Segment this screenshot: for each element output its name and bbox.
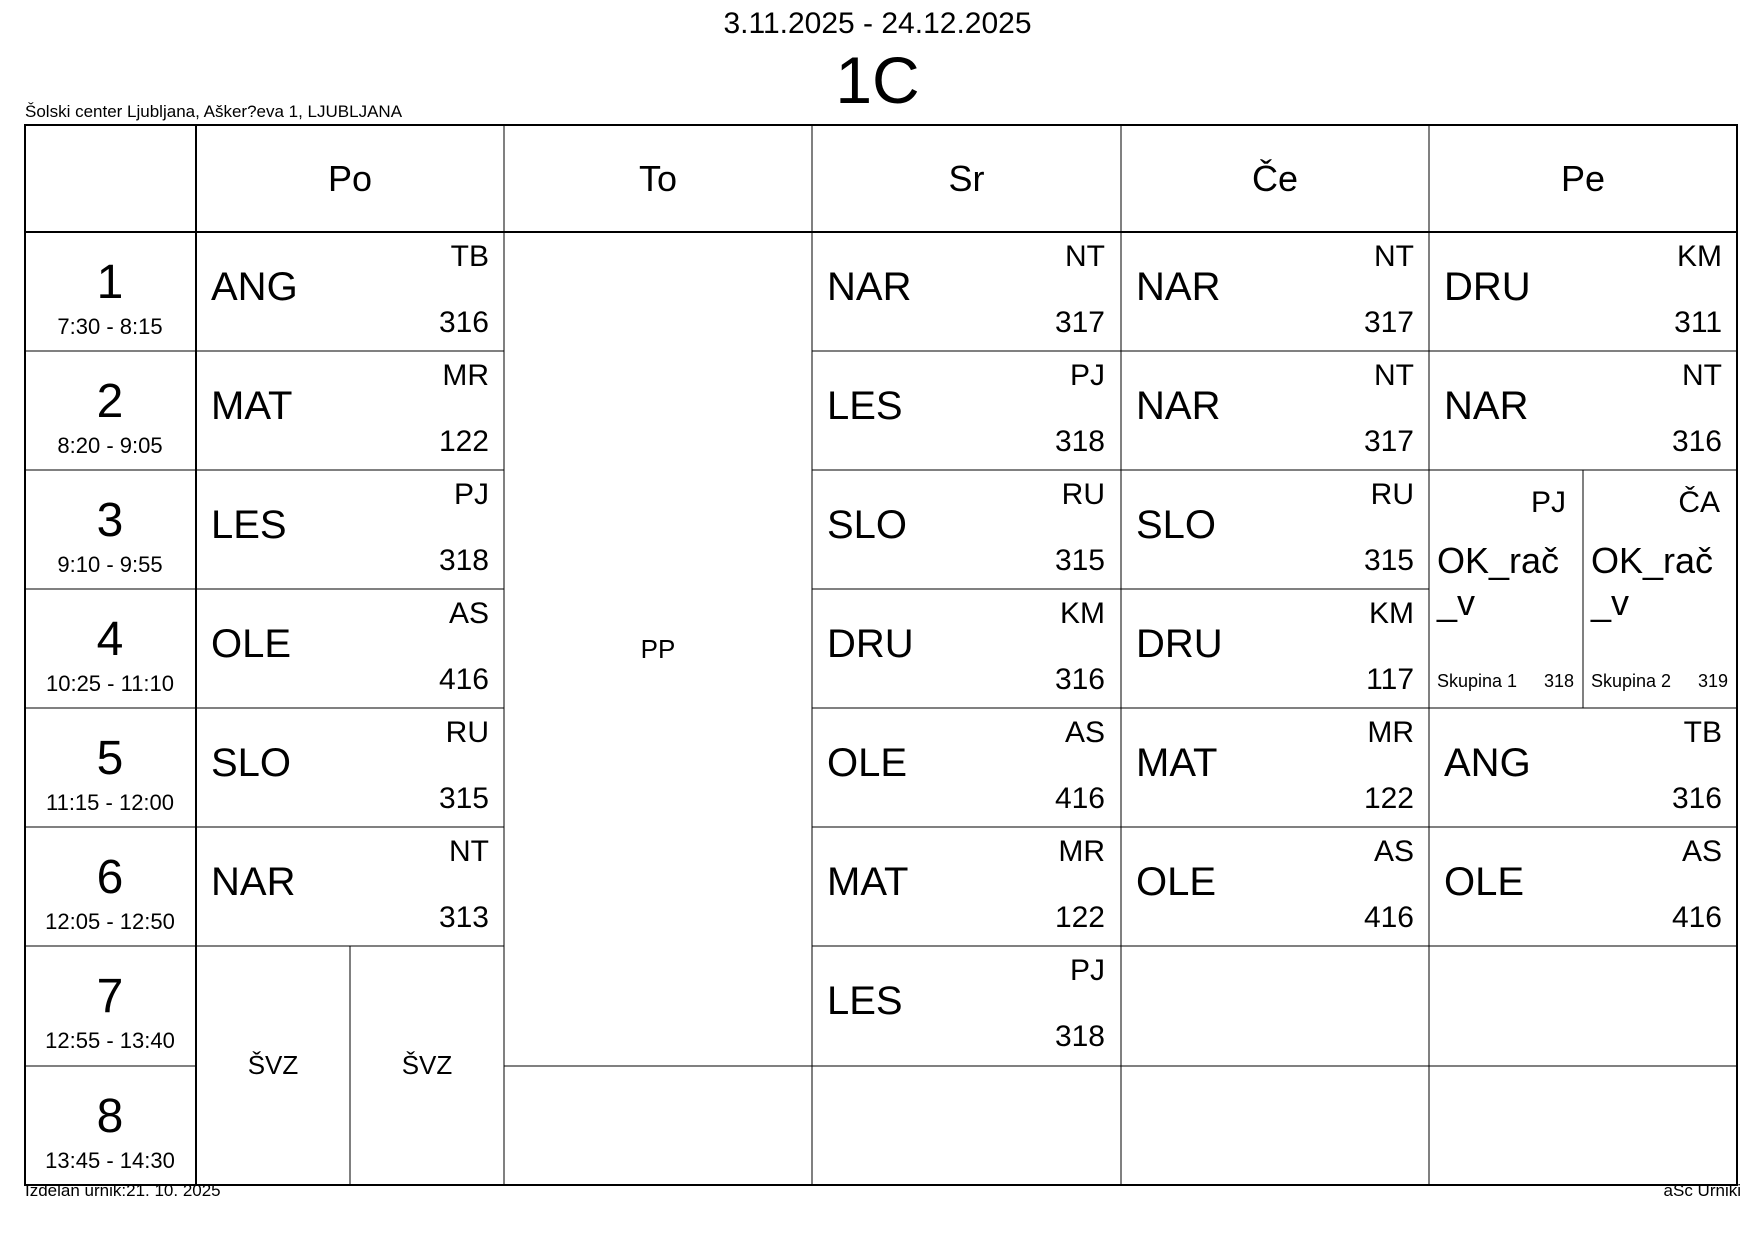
subject-code: SLO bbox=[1136, 503, 1217, 547]
subject-code: OK_rač_v bbox=[1437, 540, 1560, 623]
period-1 bbox=[25, 232, 195, 351]
day-header-ce: Če bbox=[1251, 158, 1299, 199]
group-label: Skupina 2 bbox=[1591, 671, 1672, 691]
lesson-pe-1 bbox=[1429, 232, 1737, 351]
lesson-pe-2 bbox=[1429, 351, 1737, 470]
subject-code: ANG bbox=[1444, 741, 1531, 785]
subject-code: LES bbox=[827, 979, 903, 1023]
class-title: 1C bbox=[835, 43, 920, 117]
day-header-po: Po bbox=[327, 158, 373, 199]
lesson-sr-5 bbox=[812, 708, 1120, 827]
subject-code: DRU bbox=[827, 622, 914, 666]
teacher-code: MR bbox=[1367, 716, 1414, 749]
lesson-ce-1 bbox=[1121, 232, 1429, 351]
teacher-code: RU bbox=[1370, 478, 1414, 511]
subject-code: DRU bbox=[1136, 622, 1223, 666]
teacher-code: RU bbox=[1061, 478, 1105, 511]
room-number: 317 bbox=[1363, 425, 1414, 458]
period-time: 7:30 - 8:15 bbox=[57, 314, 163, 339]
period-number: 1 bbox=[96, 256, 124, 309]
period-number: 5 bbox=[96, 732, 124, 785]
software-brand: aSc Urniki bbox=[1663, 1181, 1741, 1200]
room-number: 317 bbox=[1363, 306, 1414, 339]
lesson-sr-1 bbox=[812, 232, 1120, 351]
lesson-po-1 bbox=[196, 232, 504, 351]
room-number: 318 bbox=[1543, 671, 1574, 691]
lesson-pe-3-4-group-1 bbox=[1429, 470, 1582, 708]
room-number: 317 bbox=[1054, 306, 1105, 339]
lesson-sr-7 bbox=[812, 946, 1120, 1065]
lesson-po-6 bbox=[196, 827, 504, 946]
period-time: 12:05 - 12:50 bbox=[45, 909, 175, 934]
room-number: 117 bbox=[1366, 663, 1414, 696]
subject-code: NAR bbox=[1136, 384, 1221, 428]
subject-code: SLO bbox=[827, 503, 908, 547]
period-time: 10:25 - 11:10 bbox=[45, 671, 175, 696]
teacher-code: AS bbox=[1064, 716, 1105, 749]
room-number: 318 bbox=[438, 544, 489, 577]
lesson-po-2 bbox=[196, 351, 504, 470]
teacher-code: TB bbox=[1683, 716, 1722, 749]
subject-code: OLE bbox=[827, 741, 908, 785]
created-date: Izdelan urnik:21. 10. 2025 bbox=[25, 1181, 221, 1200]
teacher-code: TB bbox=[450, 240, 489, 273]
room-number: 318 bbox=[1054, 425, 1105, 458]
teacher-code: RU bbox=[445, 716, 489, 749]
lesson-po-svz-1: ŠVZ bbox=[247, 1050, 299, 1080]
room-number: 311 bbox=[1674, 306, 1722, 339]
room-number: 316 bbox=[438, 306, 489, 339]
date-range: 3.11.2025 - 24.12.2025 bbox=[723, 7, 1032, 40]
day-header-to: To bbox=[638, 158, 678, 199]
day-header-pe: Pe bbox=[1560, 158, 1606, 199]
room-number: 315 bbox=[1054, 544, 1105, 577]
teacher-code: AS bbox=[448, 597, 489, 630]
lesson-sr-6 bbox=[812, 827, 1120, 946]
period-time: 11:15 - 12:00 bbox=[45, 790, 175, 815]
subject-code: ANG bbox=[211, 265, 298, 309]
teacher-code: PJ bbox=[1069, 359, 1105, 392]
period-8 bbox=[25, 1066, 195, 1185]
teacher-code: NT bbox=[449, 835, 489, 868]
lesson-ce-3 bbox=[1121, 470, 1429, 589]
room-number: 416 bbox=[1363, 901, 1414, 934]
period-6 bbox=[25, 827, 195, 946]
teacher-code: MR bbox=[442, 359, 489, 392]
teacher-code: MR bbox=[1058, 835, 1105, 868]
lesson-ce-5 bbox=[1121, 708, 1429, 827]
period-time: 12:55 - 13:40 bbox=[45, 1028, 175, 1053]
subject-code: MAT bbox=[211, 384, 293, 428]
room-number: 315 bbox=[1363, 544, 1414, 577]
teacher-code: AS bbox=[1373, 835, 1414, 868]
teacher-code: AS bbox=[1681, 835, 1722, 868]
teacher-code: KM bbox=[1677, 240, 1722, 273]
group-label: Skupina 1 bbox=[1437, 671, 1518, 691]
room-number: 316 bbox=[1054, 663, 1105, 696]
period-time: 9:10 - 9:55 bbox=[57, 552, 163, 577]
room-number: 313 bbox=[438, 901, 489, 934]
period-7 bbox=[25, 946, 195, 1065]
teacher-code: NT bbox=[1682, 359, 1722, 392]
room-number: 316 bbox=[1671, 425, 1722, 458]
period-time: 13:45 - 14:30 bbox=[45, 1148, 175, 1173]
lesson-pe-3-4-group-2 bbox=[1583, 470, 1736, 708]
lesson-to-block: PP bbox=[640, 633, 676, 664]
room-number: 122 bbox=[438, 425, 489, 458]
teacher-code: NT bbox=[1374, 359, 1414, 392]
period-number: 8 bbox=[96, 1090, 124, 1143]
teacher-code: ČA bbox=[1678, 486, 1720, 519]
room-number: 122 bbox=[1363, 782, 1414, 815]
period-4 bbox=[25, 589, 195, 708]
subject-code: NAR bbox=[1136, 265, 1221, 309]
room-number: 315 bbox=[438, 782, 489, 815]
subject-code: OLE bbox=[1136, 860, 1217, 904]
lesson-po-svz-2: ŠVZ bbox=[401, 1050, 453, 1080]
period-number: 3 bbox=[96, 494, 124, 547]
lesson-sr-2 bbox=[812, 351, 1120, 470]
subject-code: OLE bbox=[211, 622, 292, 666]
room-number: 416 bbox=[1054, 782, 1105, 815]
period-number: 7 bbox=[96, 970, 124, 1023]
teacher-code: KM bbox=[1060, 597, 1105, 630]
lesson-pe-6 bbox=[1429, 827, 1737, 946]
period-time: 8:20 - 9:05 bbox=[57, 433, 163, 458]
subject-code: OK_rač_v bbox=[1591, 540, 1714, 623]
period-3 bbox=[25, 470, 195, 589]
teacher-code: PJ bbox=[453, 478, 489, 511]
subject-code: OLE bbox=[1444, 860, 1525, 904]
subject-code: LES bbox=[211, 503, 287, 547]
room-number: 416 bbox=[1671, 901, 1722, 934]
lesson-po-3 bbox=[196, 470, 504, 589]
room-number: 316 bbox=[1671, 782, 1722, 815]
lesson-sr-3 bbox=[812, 470, 1120, 589]
room-number: 416 bbox=[438, 663, 489, 696]
lesson-ce-2 bbox=[1121, 351, 1429, 470]
subject-code: NAR bbox=[1444, 384, 1529, 428]
room-number: 319 bbox=[1697, 671, 1728, 691]
subject-code: SLO bbox=[211, 741, 292, 785]
lesson-pe-5 bbox=[1429, 708, 1737, 827]
period-5 bbox=[25, 708, 195, 827]
teacher-code: NT bbox=[1374, 240, 1414, 273]
teacher-code: PJ bbox=[1530, 486, 1566, 519]
subject-code: NAR bbox=[211, 860, 296, 904]
day-header-sr: Sr bbox=[948, 158, 985, 199]
lesson-sr-4 bbox=[812, 589, 1120, 708]
teacher-code: KM bbox=[1369, 597, 1414, 630]
period-number: 6 bbox=[96, 851, 124, 904]
lesson-ce-4 bbox=[1121, 589, 1429, 708]
room-number: 122 bbox=[1054, 901, 1105, 934]
subject-code: MAT bbox=[1136, 741, 1218, 785]
subject-code: LES bbox=[827, 384, 903, 428]
subject-code: DRU bbox=[1444, 265, 1531, 309]
teacher-code: PJ bbox=[1069, 954, 1105, 987]
school-name: Šolski center Ljubljana, Ašker?eva 1, LJUBLJANA bbox=[25, 102, 403, 121]
period-2 bbox=[25, 351, 195, 470]
teacher-code: NT bbox=[1065, 240, 1105, 273]
period-number: 4 bbox=[96, 613, 124, 666]
period-number: 2 bbox=[96, 375, 124, 428]
lesson-po-4 bbox=[196, 589, 504, 708]
subject-code: MAT bbox=[827, 860, 909, 904]
lesson-ce-6 bbox=[1121, 827, 1429, 946]
subject-code: NAR bbox=[827, 265, 912, 309]
room-number: 318 bbox=[1054, 1020, 1105, 1053]
lesson-po-5 bbox=[196, 708, 504, 827]
